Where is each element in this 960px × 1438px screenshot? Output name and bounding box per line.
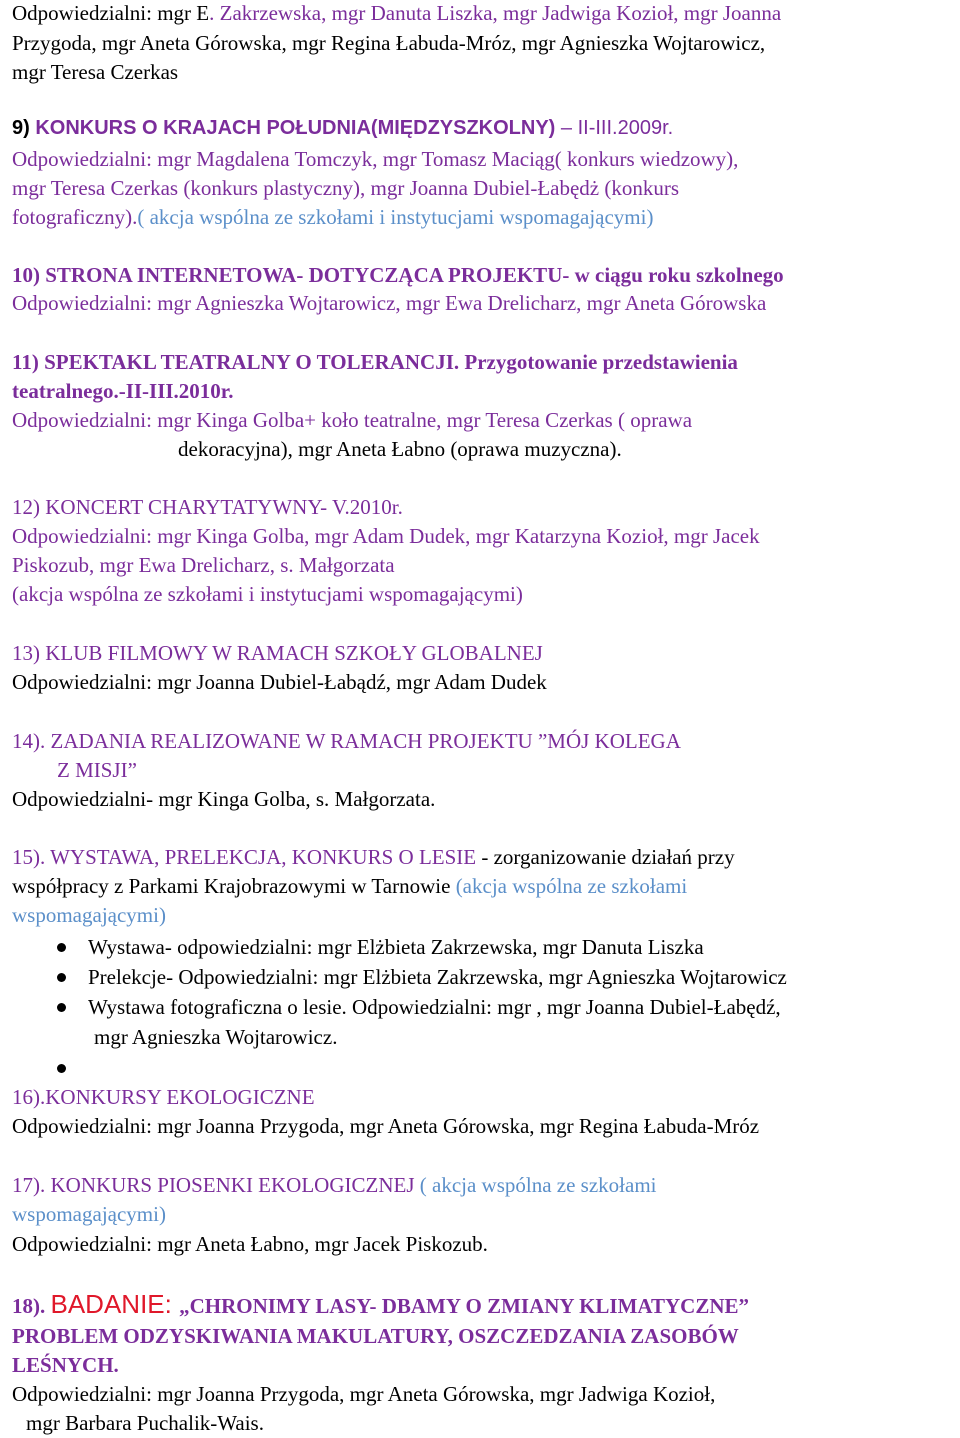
section-number: 16).: [12, 1085, 46, 1109]
section-number: 17).: [12, 1173, 51, 1197]
section-title: KONKURSY EKOLOGICZNE: [45, 1085, 315, 1109]
list-item: Wystawa fotograficzna o lesie. Odpowiedzialni: mgr , mgr Joanna Dubiel-Łabędź,: [88, 995, 781, 1019]
text-line: Z MISJI”: [57, 758, 137, 782]
section-title: „CHRONIMY LASY- DBAMY O ZMIANY KLIMATYCZNE”: [179, 1294, 750, 1318]
bullet-icon: [57, 943, 66, 952]
text-line: (akcja wspólna ze szkołami i instytucjami wspomagającymi): [12, 582, 523, 606]
section-title: 11) SPEKTAKL TEATRALNY O TOLERANCJI: [12, 350, 454, 374]
text-line: Odpowiedzialni: mgr Aneta Łabno, mgr Jacek Piskozub.: [12, 1232, 488, 1256]
section-title: KONKURS O KRAJACH POŁUDNIA(MIĘDZYSZKOLNY): [35, 117, 561, 139]
section-number: 14).: [12, 729, 51, 753]
section-16-heading: [12, 1084, 315, 1110]
section-title: WYSTAWA, PRELEKCJA, KONKURS O LESIE: [50, 845, 477, 869]
text-line: [12, 873, 687, 899]
section-17-heading: [12, 1172, 657, 1198]
section-12-heading: 12) KONCERT CHARYTATYWNY- V.2010r.: [12, 495, 403, 519]
section-label: BADANIE:: [50, 1289, 180, 1319]
section-number: 15).: [12, 845, 51, 869]
text-line: Piskozub, mgr Ewa Drelicharz, s. Małgorzata: [12, 553, 395, 577]
text-line: Przygoda, mgr Aneta Górowska, mgr Regina Łabuda-Mróz, mgr Agnieszka Wojtarowicz,: [12, 31, 766, 55]
text: - zorganizowanie działań przy: [476, 845, 735, 869]
section-number: 18).: [12, 1294, 51, 1318]
text-line: Odpowiedzialni: mgr Kinga Golba+ koło teatralne, mgr Teresa Czerkas ( oprawa: [12, 408, 693, 432]
bullet-icon: [57, 1003, 66, 1012]
section-title: KONKURS PIOSENKI EKOLOGICZNEJ: [50, 1173, 415, 1197]
text-line: Odpowiedzialni: mgr Agnieszka Wojtarowicz, mgr Ewa Drelicharz, mgr Aneta Górowska: [12, 291, 767, 315]
section-date: – II-III.2009r.: [560, 117, 674, 139]
text-line: [12, 0, 781, 26]
text-line: Odpowiedzialni: mgr Magdalena Tomczyk, mgr Tomasz Maciąg( konkurs wiedzowy),: [12, 147, 739, 171]
text-line: Odpowiedzialni: mgr Joanna Dubiel-Łabądź, mgr Adam Dudek: [12, 670, 547, 694]
section-11-heading: [12, 349, 738, 375]
bullet-icon: [57, 1064, 66, 1073]
bullet-icon: [57, 973, 66, 982]
list-item: Prelekcje- Odpowiedzialni: mgr Elżbieta Zakrzewska, mgr Agnieszka Wojtarowicz: [88, 965, 787, 989]
section-title: . Przygotowanie przedstawienia: [453, 350, 738, 374]
text-line: Odpowiedzialni- mgr Kinga Golba, s. Małgorzata.: [12, 787, 436, 811]
text-line: wspomagającymi): [12, 1202, 166, 1226]
text-line: Odpowiedzialni: mgr Joanna Przygoda, mgr Aneta Górowska, mgr Regina Łabuda-Mróz: [12, 1114, 760, 1138]
text-line: wspomagającymi): [12, 903, 166, 927]
text: fotograficzny).: [12, 205, 138, 229]
text: . Zakrzewska, mgr Danuta Liszka, mgr Jadwiga Kozioł, mgr Joanna: [209, 1, 782, 25]
text: ( akcja wspólna ze szkołami: [414, 1173, 657, 1197]
text-line: LEŚNYCH.: [12, 1353, 119, 1377]
section-title: ZADANIA REALIZOWANE W RAMACH PROJEKTU ”MÓJ KOLEGA: [50, 729, 681, 753]
text-line: mgr Teresa Czerkas: [12, 60, 179, 84]
section-13-heading: 13) KLUB FILMOWY W RAMACH SZKOŁY GLOBALNEJ: [12, 641, 543, 665]
section-15-heading: [12, 844, 735, 870]
text-line: Odpowiedzialni: mgr Kinga Golba, mgr Adam Dudek, mgr Katarzyna Kozioł, mgr Jacek: [12, 524, 760, 548]
text: (akcja wspólna ze szkołami: [455, 874, 688, 898]
text-line: mgr Teresa Czerkas (konkurs plastyczny), mgr Joanna Dubiel-Łabędż (konkurs: [12, 176, 680, 200]
text-line: [12, 204, 653, 230]
section-14-heading: [12, 728, 681, 754]
list-item: Wystawa- odpowiedzialni: mgr Elżbieta Zakrzewska, mgr Danuta Liszka: [88, 935, 704, 959]
text-line: mgr Agnieszka Wojtarowicz.: [94, 1025, 338, 1049]
text: współpracy z Parkami Krajobrazowymi w Tarnowie: [12, 874, 456, 898]
section-18-heading: [12, 1291, 749, 1319]
text-line: dekoracyjna), mgr Aneta Łabno (oprawa muzyczna).: [178, 437, 622, 461]
text: ( akcja wspólna ze szkołami i instytucjami wspomagającymi): [137, 205, 654, 229]
text-line: teatralnego.-II-III.2010r.: [12, 379, 234, 403]
text: Odpowiedzialni: mgr E: [12, 1, 210, 25]
text-line: Odpowiedzialni: mgr Joanna Przygoda, mgr Aneta Górowska, mgr Jadwiga Kozioł,: [12, 1382, 716, 1406]
section-number: 9): [12, 117, 36, 139]
text-line: PROBLEM ODZYSKIWANIA MAKULATURY, OSZCZEDZANIA ZASOBÓW: [12, 1324, 739, 1348]
section-10-heading: 10) STRONA INTERNETOWA- DOTYCZĄCA PROJEKTU- w ciągu roku szkolnego: [12, 263, 784, 287]
text-line: mgr Barbara Puchalik-Wais.: [26, 1411, 264, 1435]
section-9-heading: [12, 115, 673, 141]
